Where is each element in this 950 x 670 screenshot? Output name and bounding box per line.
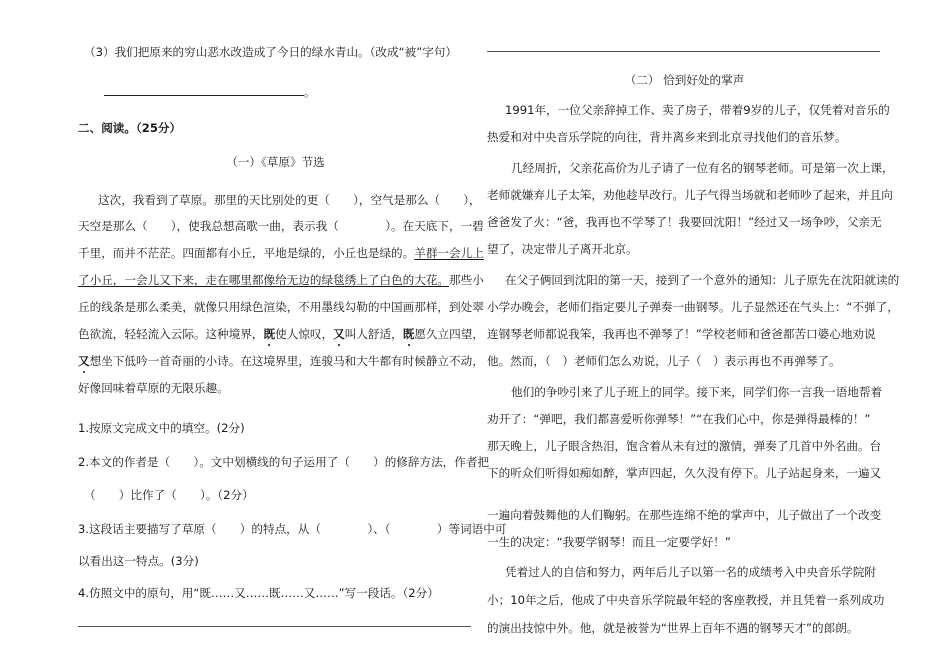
passage-2-line: 爸爸发了火：“爸，我再也不学琴了！我要回沈阳！”经过又一场争吵，父亲无 — [487, 215, 882, 229]
emphasis-word: 又 — [333, 327, 345, 341]
passage-2-line: 的演出技惊中外。他，就是被誉为“世界上百年不遇的钢琴天才”的郎朗。 — [487, 621, 859, 635]
passage-2-line: 一生的决定：“我要学钢琴！而且一定要学好！” — [487, 535, 731, 549]
passage-2-line: 小；10年之后，他成了中央音乐学院最年轻的客座教授，并且凭着一系列成功 — [487, 593, 885, 607]
passage-2-line: 热爱和对中央音乐学院的向往，背井离乡来到北京寻找他们的音乐梦。 — [487, 130, 847, 144]
text-segment: 想坐下低吟一首奇丽的小诗。在这境界里，连骏马和大牛都有时候静立不动， — [89, 354, 484, 368]
emphasis-word: 又 — [78, 354, 90, 368]
section-title: 二、阅读。（25分） — [78, 121, 182, 135]
underlined-sentence: 羊群一会儿上 — [414, 246, 484, 260]
text-segment: 愿久立四望， — [414, 327, 484, 341]
text-segment: 叫人舒适， — [344, 327, 403, 341]
passage-1-line: 这次，我看到了草原。那里的天比别处的更（ ），空气是那么（ ）， — [98, 193, 481, 207]
question-item: 3.这段话主要描写了草原（ ）的特点，从（ ）、（ ）等词语中可 — [78, 522, 507, 536]
passage-1-title: （一）《草原》节选 — [226, 155, 325, 169]
passage-1-line — [78, 326, 484, 342]
passage-1-line: 天空是那么（ ），使我总想高歌一曲，表示我（ ）。在天底下，一碧 — [78, 219, 484, 233]
passage-2-line: 那天晚上，儿子眼含热泪，饱含着从未有过的激情，弹奏了几首中外名曲。台 — [487, 439, 882, 453]
passage-1-line: 好像回味着草原的无限乐趣。 — [78, 381, 229, 395]
passage-2-line: 凭着过人的自信和努力，两年后儿子以第一名的成绩考入中央音乐学院附 — [505, 565, 877, 579]
passage-2-line: 望了，决定带儿子离开北京。 — [487, 242, 638, 256]
passage-2-line: 在父子俩回到沈阳的第一天，接到了一个意外的通知：儿子原先在沈阳就读的 — [505, 273, 900, 287]
passage-2-line: 下的听众们听得如痴如醉，掌声四起，久久没有停下。儿子站起身来，一遍又 — [487, 466, 882, 480]
answer-line — [78, 84, 316, 100]
divider-line — [487, 51, 880, 52]
question-item: 2.本文的作者是（ ）。文中划横线的句子运用了（ ）的修辞方法，作者把 — [78, 455, 490, 469]
question-item: 以看出这一特点。(3分) — [78, 554, 199, 568]
passage-2-line: 一遍向着鼓舞他的人们鞠躬。在那些连绵不绝的掌声中，儿子做出了一个改变 — [487, 508, 882, 522]
passage-1-line — [78, 272, 484, 288]
text-segment: 使人惊叹， — [275, 327, 334, 341]
passage-1-line — [78, 353, 484, 369]
question-item: （ ）比作了（ ）。（2分） — [84, 488, 254, 502]
answer-period: 。 — [304, 85, 316, 99]
passage-2-line: 几经周折，父亲花高价为儿子请了一位有名的钢琴老师。可是第一次上课， — [511, 161, 894, 175]
passage-2-line: 连钢琴老师都说我笨，我再也不弹琴了！”学校老师和爸爸都苦口婆心地劝说 — [487, 327, 876, 341]
emphasis-word: 既 — [263, 327, 276, 341]
passage-1-line: 丘的线条是那么柔美，就像只用绿色渲染，不用墨线勾勒的中国画那样，到处翠 — [78, 300, 484, 314]
text-segment: 色欲流，轻轻流入云际。这种境界， — [78, 327, 264, 341]
question-item: 4.仿照文中的原句，用“既……又……既……又……”写一段话。（2分） — [78, 586, 439, 600]
underlined-sentence: 了小丘，一会儿又下来，走在哪里都像给无边的绿毯绣上了白色的大花。 — [78, 273, 450, 287]
passage-2-title: （二） 恰到好处的掌声 — [624, 73, 745, 87]
passage-2-line: 劝开了：“弹吧，我们都喜爱听你弹琴！”“在我们心中，你是弹得最棒的！” — [487, 412, 871, 426]
passage-2-line: 他们的争吵引来了儿子班上的同学。接下来，同学们你一言我一语地帮着 — [511, 385, 883, 399]
emphasis-word: 既 — [402, 327, 415, 341]
passage-2-line: 老师就嫌弃儿子太笨，劝他趁早改行。儿子气得当场就和老师吵了起来，并且向 — [487, 188, 893, 202]
question-item: 1.按原文完成文中的填空。(2分) — [78, 421, 245, 435]
text-segment: 那些小 — [449, 273, 484, 287]
passage-1-line — [78, 245, 484, 261]
passage-2-line: 1991年，一位父亲辞掉工作、卖了房子，带着9岁的儿子，仅凭着对音乐的 — [505, 103, 890, 117]
question-3-rewrite: （3）我们把原来的穷山恶水改造成了今日的绿水青山。（改成“被”字句） — [84, 45, 457, 59]
divider-line — [78, 626, 471, 627]
text-segment: 千里，而并不茫茫。四面都有小丘，平地是绿的，小丘也是绿的。 — [78, 246, 415, 260]
passage-2-line: 他。然而，（ ）老师们怎么劝说，儿子（ ）表示再也不再弹琴了。 — [487, 354, 841, 368]
passage-2-line: 小学办晚会，老师们指定要儿子弹奏一曲钢琴。儿子显然还在气头上：“不弹了， — [487, 300, 899, 314]
answer-blank[interactable] — [104, 86, 304, 96]
